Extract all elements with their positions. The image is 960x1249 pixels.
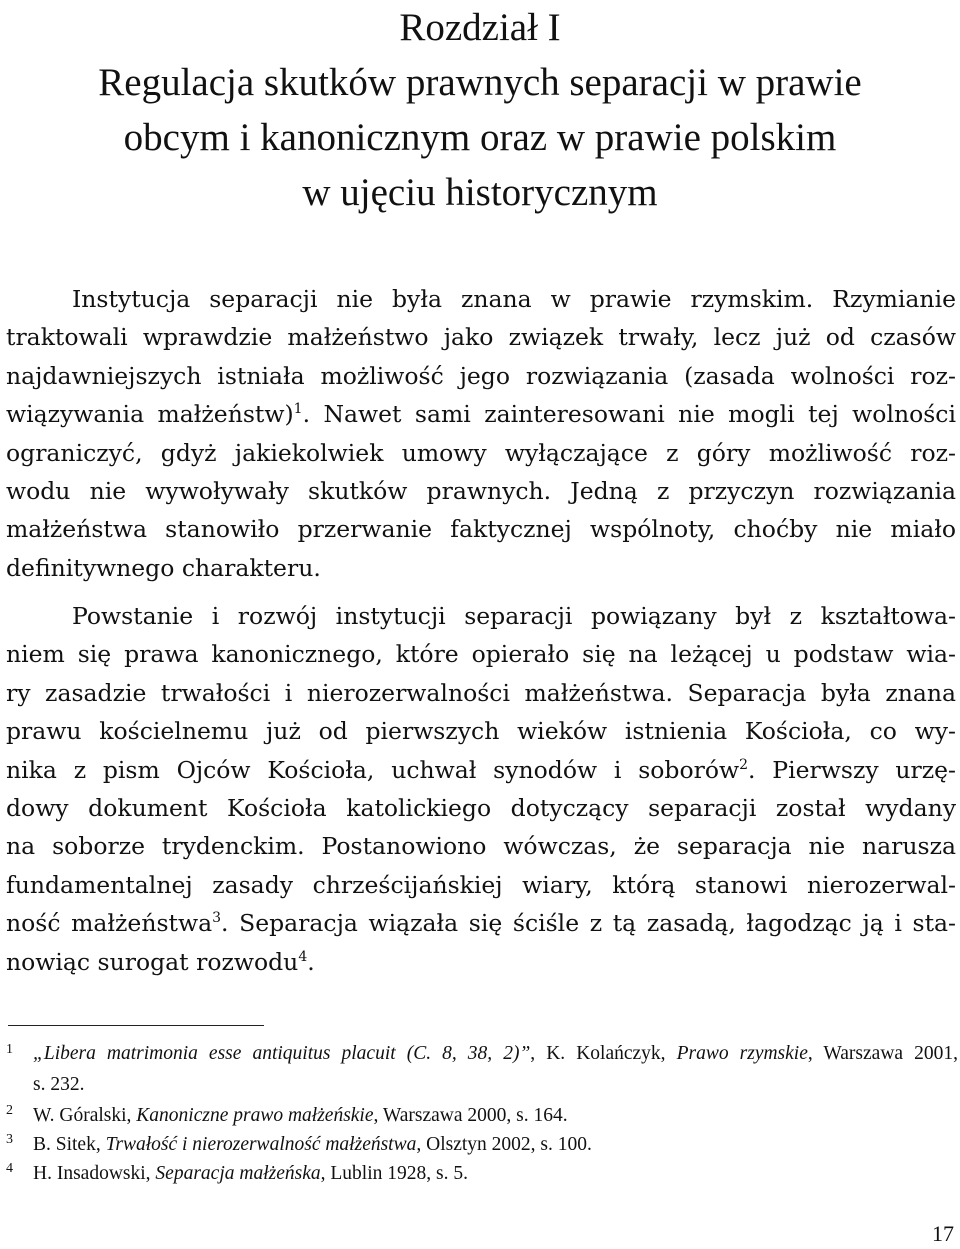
footnote-text: W. Góralski, — [33, 1105, 137, 1126]
footnote-3 — [33, 1134, 592, 1156]
footnote-work-title: Prawo rzymskie — [676, 1043, 808, 1064]
footnote-1-continuation: s. 232. — [33, 1074, 85, 1095]
text-fragment: nowiąc surogat rozwodu — [6, 947, 299, 976]
text-line: wodu nie wywoływały skutków prawnych. Jedną z przyczyn rozwiązania — [6, 476, 956, 505]
paragraph-1 — [6, 280, 956, 587]
text-line: na soborze trydenckim. Postanowiono wówczas, że separacja nie narusza — [6, 832, 956, 861]
footnote-text: H. Insadowski, — [33, 1163, 156, 1184]
footnote-number-4: 4 — [6, 1161, 13, 1176]
text-line: definitywnego charakteru. — [6, 553, 321, 582]
text-line: ograniczyć, gdyż jakiekolwiek umowy wyłączające z góry możliwość roz- — [6, 438, 956, 467]
text-line: Instytucja separacji nie była znana w prawie rzymskim. Rzymianie — [72, 285, 956, 313]
footnote-work-title: Trwałość i nierozerwalność małżeństwa — [105, 1134, 417, 1155]
footnote-ref-3[interactable]: 3 — [212, 910, 222, 927]
footnote-number-1: 1 — [6, 1042, 13, 1057]
text-fragment: . Separacja wiązała się ściśle z tą zasadą, łagodząc ją i sta- — [221, 909, 956, 938]
footnote-4 — [33, 1163, 468, 1185]
text-line: małżeństwa stanowiło przerwanie faktycznej wspólnoty, choćby nie miało — [6, 515, 956, 544]
footnote-divider — [8, 1025, 264, 1026]
text-line: dowy dokument Kościoła katolickiego dotyczący separacji został wydany — [6, 793, 956, 822]
footnote-citation-title: „Libera matrimonia esse antiquitus placuit (C. 8, 38, 2)” — [33, 1043, 531, 1064]
footnote-work-title: Kanoniczne prawo małżeńskie — [136, 1105, 374, 1126]
footnote-text: , Warszawa 2001, — [807, 1043, 958, 1064]
footnote-text: , Olsztyn 2002, s. 100. — [416, 1134, 592, 1155]
footnote-ref-1[interactable]: 1 — [293, 401, 303, 418]
text-fragment: . — [307, 947, 315, 976]
text-line: traktowali wprawdzie małżeństwo jako związek trwały, lecz już od czasów — [6, 323, 956, 352]
text-line: Powstanie i rozwój instytucji separacji powiązany był z kształtowa- — [72, 602, 956, 630]
footnote-ref-2[interactable]: 2 — [739, 756, 749, 773]
text-line: niem się prawa kanonicznego, które opierało się na leżącej u podstaw wia- — [6, 640, 956, 669]
footnote-2 — [33, 1105, 568, 1127]
text-fragment: . Pierwszy urzę- — [748, 755, 956, 784]
text-fragment: wiązywania małżeństw) — [6, 400, 294, 429]
paragraph-2 — [6, 597, 956, 981]
footnote-text: , K. Kolańczyk, — [530, 1043, 677, 1064]
text-line — [6, 943, 956, 981]
page-number: 17 — [932, 1221, 954, 1246]
text-fragment: ność małżeństwa — [6, 909, 213, 938]
text-line: ry zasadzie trwałości i nierozerwalności małżeństwa. Separacja była znana — [6, 678, 956, 707]
text-fragment: nika z pism Ojców Kościoła, uchwał synodów i soborów — [6, 755, 740, 784]
text-fragment: . Nawet sami zainteresowani nie mogli tej wolności — [302, 400, 956, 429]
footnote-number-3: 3 — [6, 1132, 13, 1147]
chapter-title-line-2: obcym i kanonicznym oraz w prawie polskim — [123, 116, 837, 159]
footnote-number-2: 2 — [6, 1103, 13, 1118]
chapter-heading — [0, 0, 960, 220]
chapter-title-line-1: Regulacja skutków prawnych separacji w prawie — [98, 61, 862, 104]
text-line: najdawniejszych istniała możliwość jego rozwiązania (zasada wolności roz- — [6, 361, 956, 390]
text-line — [6, 751, 956, 789]
footnote-ref-4[interactable]: 4 — [298, 948, 308, 965]
chapter-number: Rozdział I — [399, 6, 561, 49]
footnote-text: , Lublin 1928, s. 5. — [320, 1163, 468, 1184]
text-line: fundamentalnej zasady chrześcijańskiej wiary, którą stanowi nierozerwal- — [6, 870, 956, 899]
text-line — [6, 904, 956, 942]
chapter-title-line-3: w ujęciu historycznym — [302, 171, 658, 214]
footnote-1 — [33, 1043, 958, 1065]
text-line — [6, 395, 956, 433]
footnote-text: , Warszawa 2000, s. 164. — [373, 1105, 568, 1126]
text-line: prawu kościelnemu już od pierwszych wieków istnienia Kościoła, co wy- — [6, 717, 956, 746]
footnote-text: B. Sitek, — [33, 1134, 106, 1155]
footnote-work-title: Separacja małżeńska — [155, 1163, 321, 1184]
